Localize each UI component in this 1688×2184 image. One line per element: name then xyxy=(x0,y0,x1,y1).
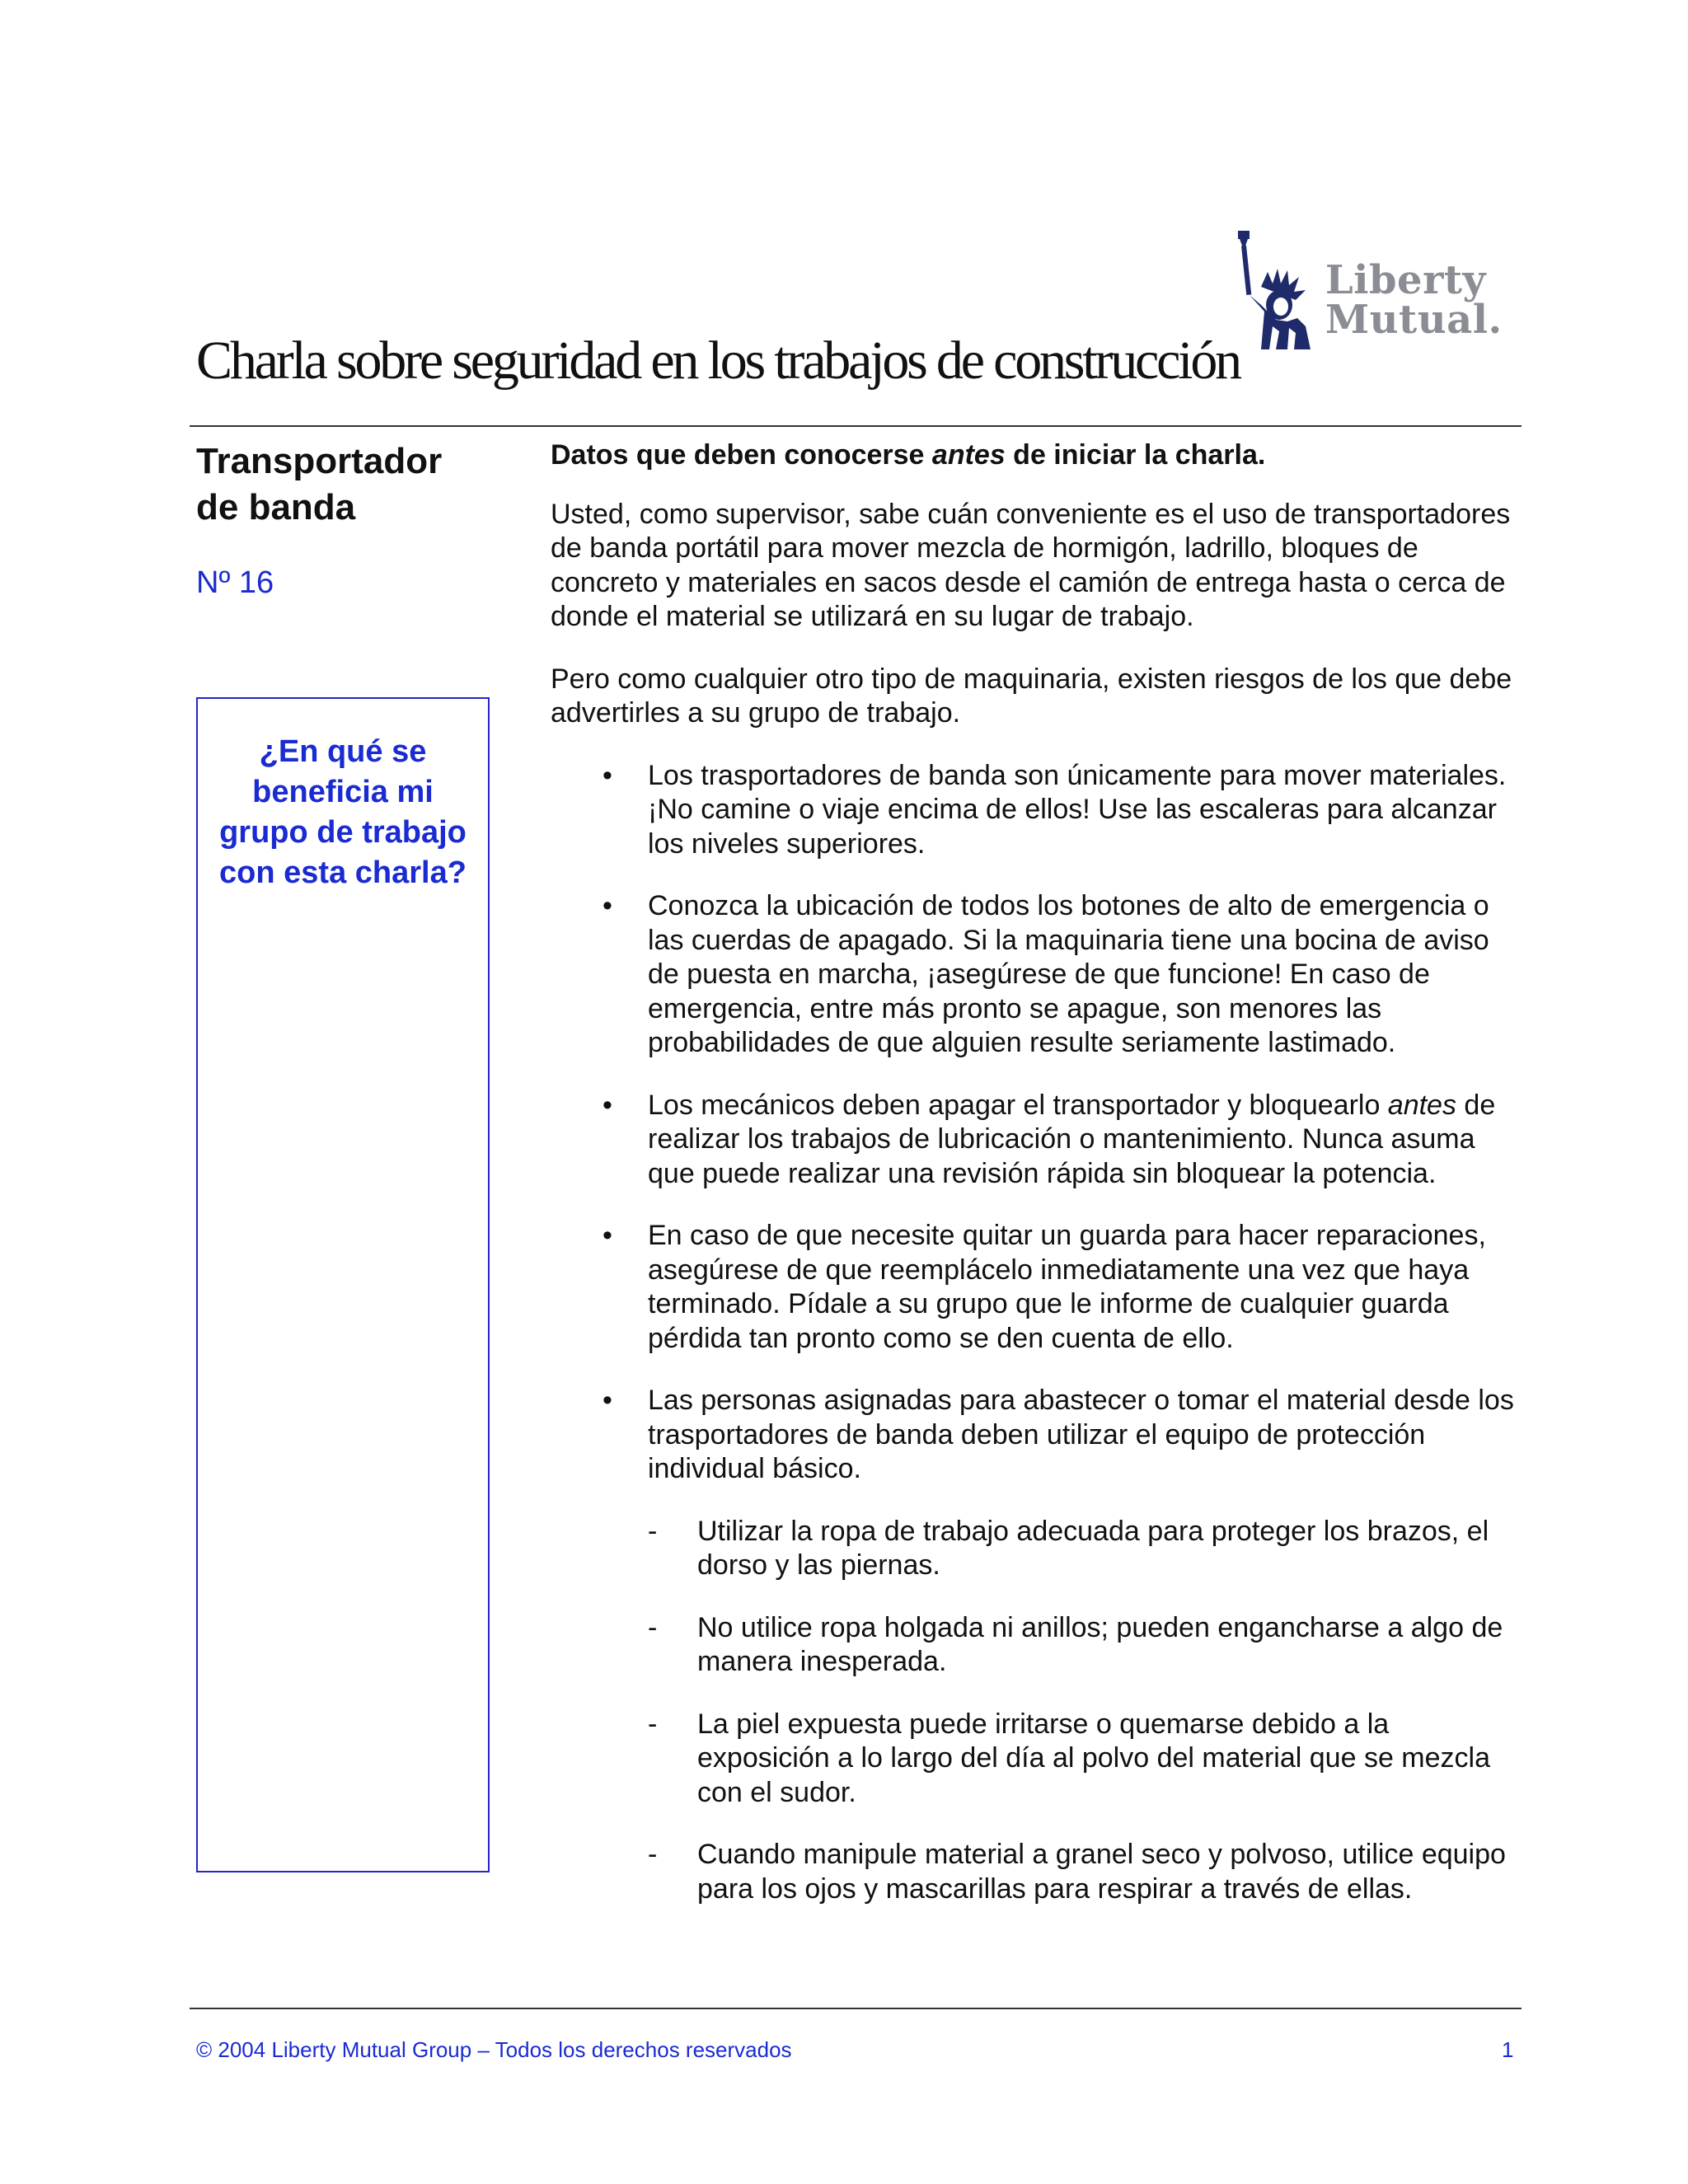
topic-number: Nº 16 xyxy=(196,565,274,600)
topic-title: Transportador de banda xyxy=(196,441,443,527)
dash-marker: - xyxy=(648,1611,658,1643)
bullet-item xyxy=(551,1384,1523,1487)
dash-text: La piel expuesta puede irritarse o quemarse debido a la exposición a lo largo del día al polvo del material que se mezcla con el sudor. xyxy=(697,1708,1490,1808)
intro-heading xyxy=(551,438,1523,473)
paragraph: Pero como cualquier otro tipo de maquinaria, existen riesgos de los que debe advertirles a su grupo de trabajo. xyxy=(551,663,1512,729)
main-content xyxy=(551,438,1523,1934)
benefit-question: ¿En qué se beneficia mi grupo de trabajo con esta charla? xyxy=(219,734,467,890)
bullet-text: Los trasportadores de banda son únicamente para mover materiales. ¡No camine o viaje encima de ellos! Use las escaleras para alcanzar los niveles superiores. xyxy=(648,759,1507,860)
bullet-marker: • xyxy=(603,1220,612,1251)
intro-heading-pre: Datos que deben conocerse xyxy=(551,439,932,471)
statue-of-liberty-icon xyxy=(1228,229,1327,353)
dash-text: Cuando manipule material a granel seco y polvoso, utilice equipo para los ojos y mascarillas para respirar a través de ellas. xyxy=(697,1839,1506,1905)
dash-list xyxy=(551,1515,1523,1907)
bullet-item xyxy=(551,759,1523,862)
bullet-text xyxy=(648,1090,1495,1189)
bullet-item xyxy=(551,889,1523,1061)
bullet-item xyxy=(551,1219,1523,1356)
bullet-marker: • xyxy=(603,890,612,921)
intro-heading-post: de iniciar la charla. xyxy=(1005,439,1266,471)
document-title: Charla sobre seguridad en los trabajos de construcción xyxy=(196,330,1240,391)
dash-item xyxy=(551,1611,1523,1680)
dash-item xyxy=(551,1515,1523,1583)
bullet-marker: • xyxy=(603,759,612,791)
page-number: 1 xyxy=(1502,2037,1514,2062)
bullet-list xyxy=(551,759,1523,1487)
dash-marker: - xyxy=(648,1708,658,1740)
bullet-item xyxy=(551,1089,1523,1192)
dash-marker: - xyxy=(648,1839,658,1870)
bullet-text: Las personas asignadas para abastecer o tomar el material desde los trasportadores de banda deben utilizar el equipo de protección individual básico. xyxy=(648,1385,1514,1484)
dash-text: Utilizar la ropa de trabajo adecuada para proteger los brazos, el dorso y las piernas. xyxy=(697,1515,1489,1581)
paragraph: Usted, como supervisor, sabe cuán conveniente es el uso de transportadores de banda portátil para mover mezcla de hormigón, ladrillo, bloques de concreto y materiales en sacos desde el camión de entrega hasta o cerca de donde el material se utilizará en su lugar de trabajo. xyxy=(551,498,1511,632)
bullet-text-pre: Los mecánicos deben apagar el transportador y bloquearlo xyxy=(648,1089,1388,1121)
bullet-marker: • xyxy=(603,1385,612,1416)
liberty-mutual-logo xyxy=(1228,229,1503,353)
footer-divider xyxy=(190,2008,1522,2009)
logo-text-line-2: Mutual. xyxy=(1325,297,1503,343)
bullet-text-post: de realizar los trabajos de lubricación o mantenimiento. Nunca asuma que puede realizar una revisión rápida sin bloquear la potencia. xyxy=(648,1089,1496,1189)
dash-item xyxy=(551,1838,1523,1906)
bullet-marker: • xyxy=(603,1089,612,1121)
bullet-text-emphasis: antes xyxy=(1387,1089,1456,1121)
dash-text: No utilice ropa holgada ni anillos; pueden engancharse a algo de manera inesperada. xyxy=(697,1611,1503,1677)
header-divider xyxy=(190,425,1522,427)
dash-marker: - xyxy=(648,1515,658,1547)
logo-text-line-1: Liberty xyxy=(1325,257,1486,303)
footer-copyright: © 2004 Liberty Mutual Group – Todos los derechos reservados xyxy=(196,2037,792,2062)
bullet-text: En caso de que necesite quitar un guarda para hacer reparaciones, asegúrese de que reemplácelo inmediatamente una vez que haya terminado. Pídale a su grupo que le informe de cualquier guarda pérdida tan pronto como se den cuenta de ello. xyxy=(648,1220,1486,1354)
bullet-text: Conozca la ubicación de todos los botones de alto de emergencia o las cuerdas de apagado. Si la maquinaria tiene una bocina de aviso de puesta en marcha, ¡asegúrese de que funcione! En caso de emergencia, entre más pronto se apague, son menores las probabilidades de que alguien resulte seriamente lastimado. xyxy=(648,890,1489,1058)
intro-heading-emphasis: antes xyxy=(931,439,1006,471)
benefit-box xyxy=(196,697,490,1872)
dash-item xyxy=(551,1708,1523,1811)
